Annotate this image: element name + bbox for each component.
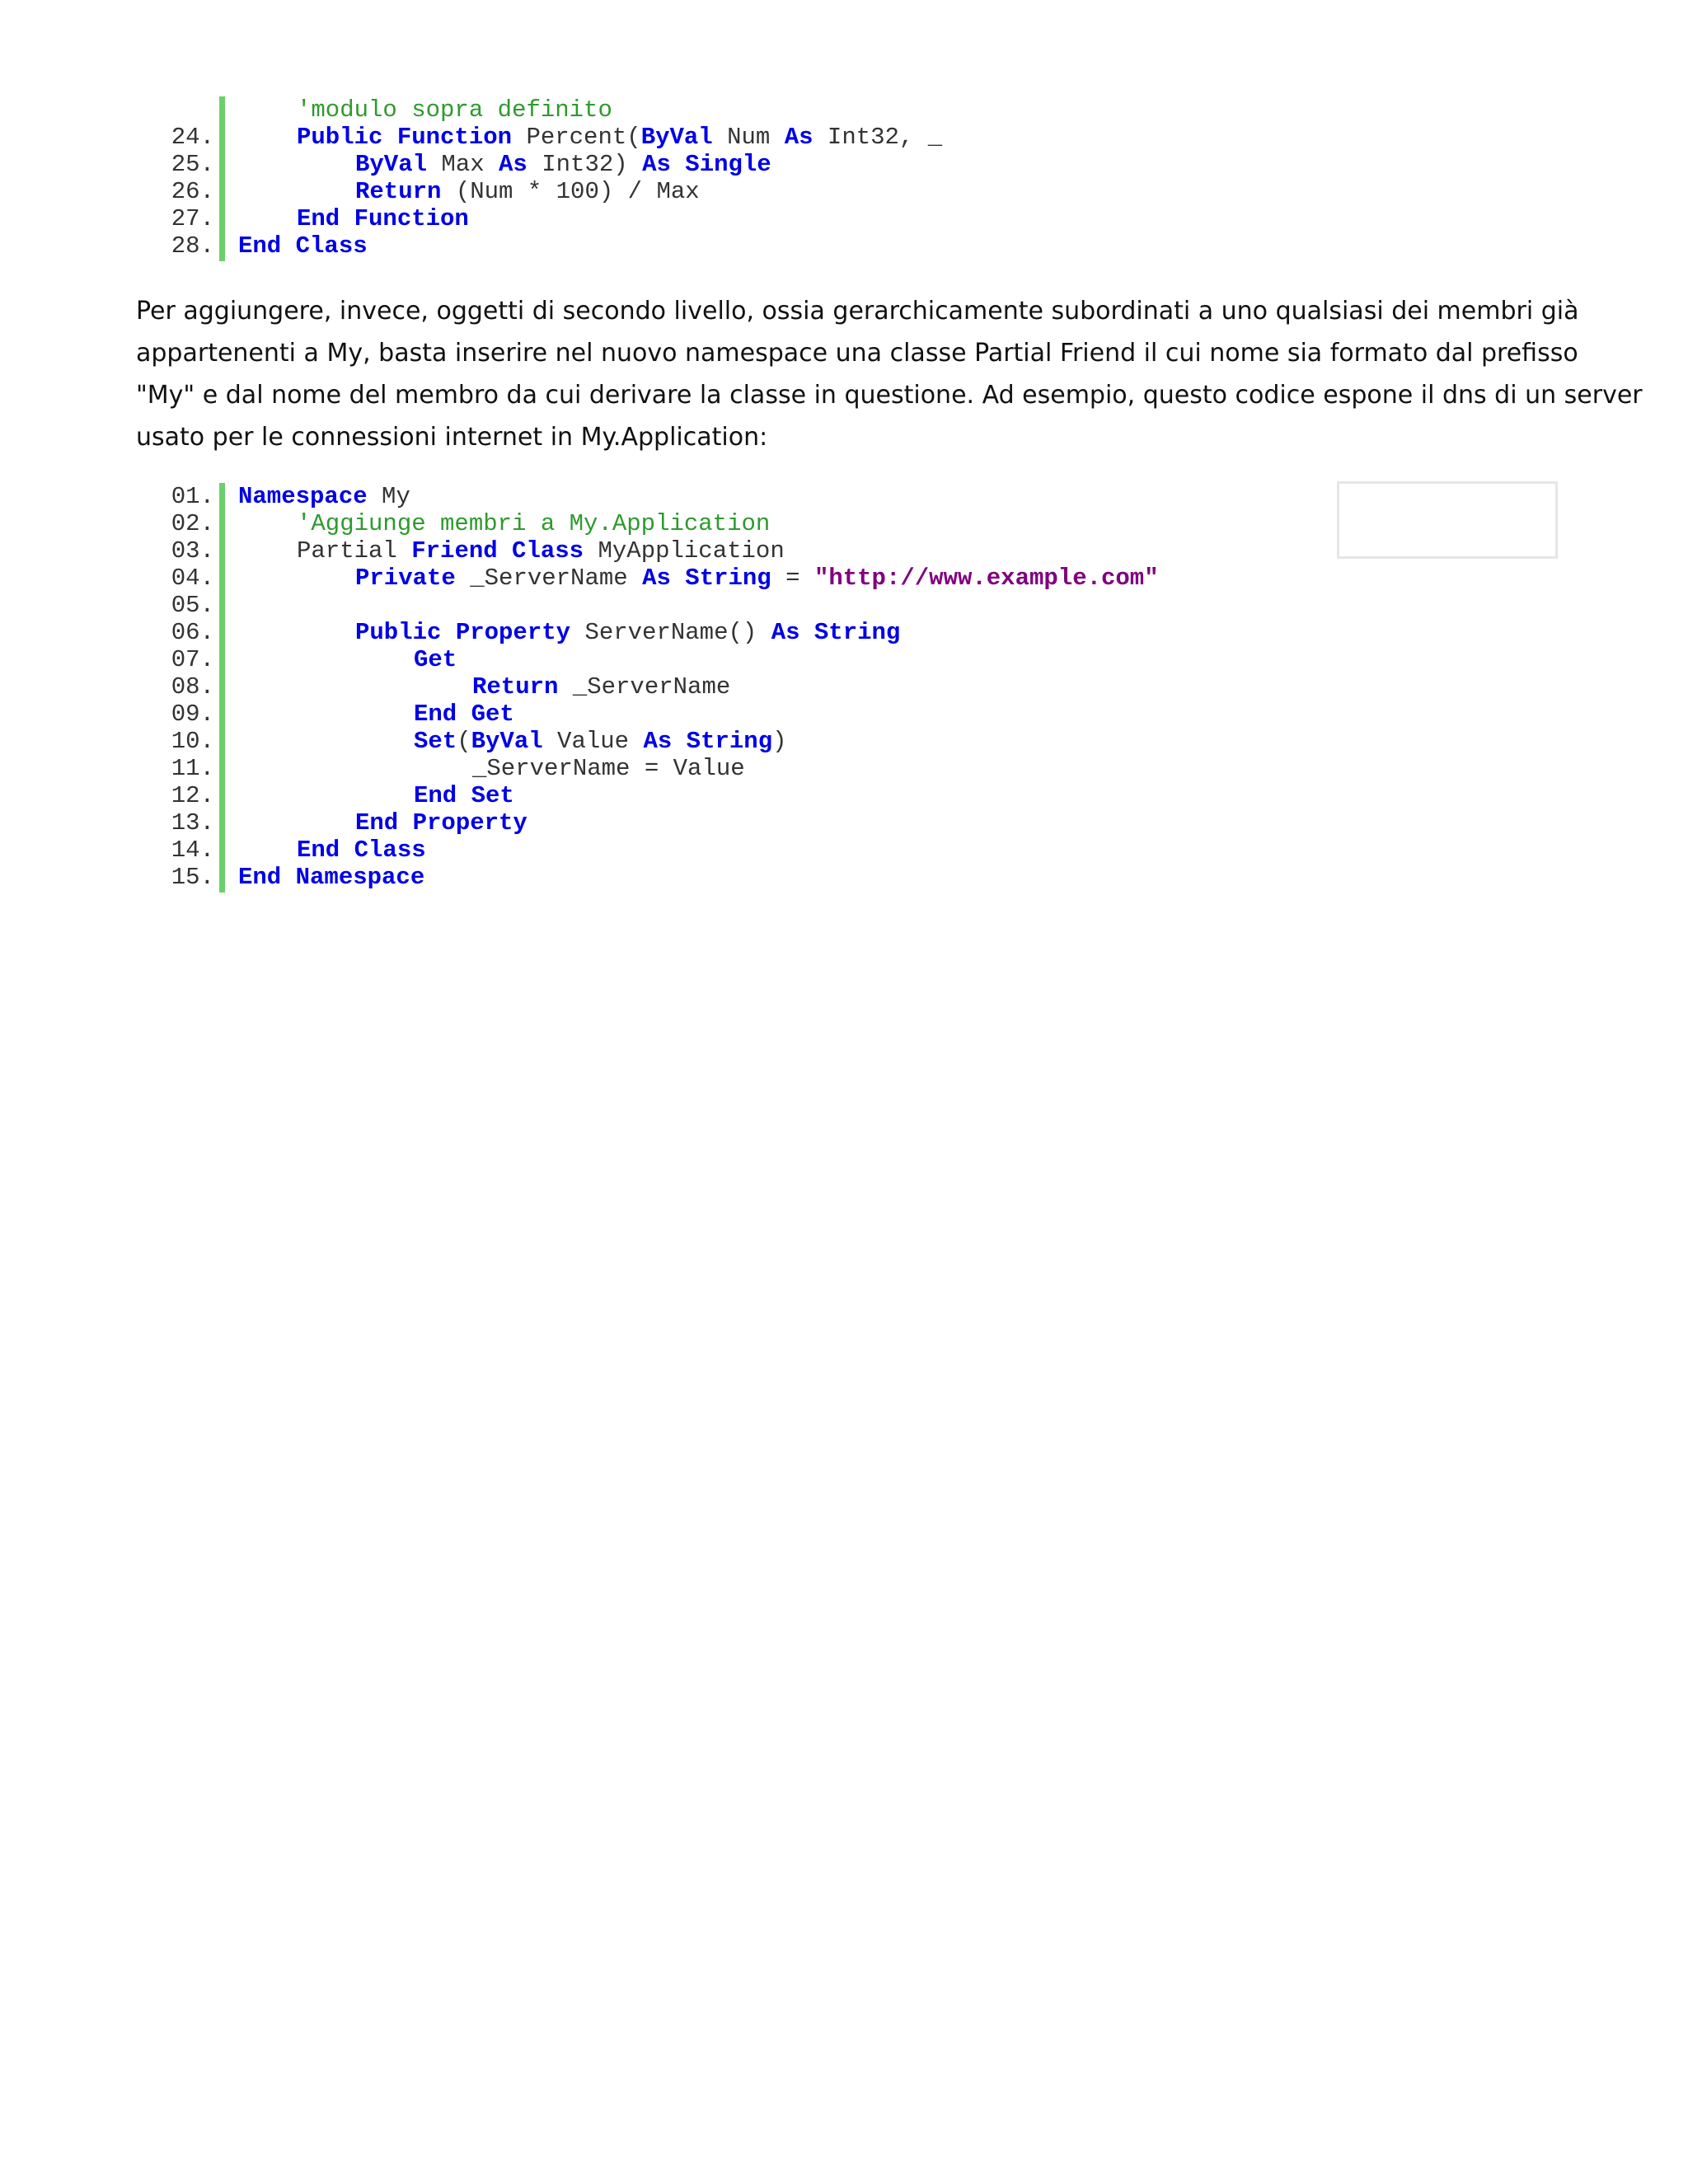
code-text bbox=[238, 864, 424, 891]
line-number: 15. bbox=[171, 864, 214, 891]
paragraph-line: usato per le connessioni internet in My.Application: bbox=[136, 423, 768, 452]
line-number: 05. bbox=[171, 592, 214, 619]
code-text bbox=[355, 565, 1159, 592]
code-line bbox=[0, 619, 1236, 646]
empty-frame bbox=[1337, 481, 1558, 559]
paragraph-line: appartenenti a My, basta inserire nel nuovo namespace una classe Partial Friend il cui nome sia formato dal prefisso bbox=[136, 339, 1578, 368]
code-line bbox=[0, 232, 1236, 260]
code-token: _ServerName = Value bbox=[472, 755, 745, 782]
code-keyword: Get bbox=[414, 646, 457, 673]
code-token: MyApplication bbox=[584, 537, 785, 565]
code-comment: 'modulo sopra definito bbox=[297, 96, 612, 124]
code-keyword: As String bbox=[642, 565, 771, 592]
code-line bbox=[0, 205, 1236, 232]
code-line bbox=[0, 701, 1236, 728]
code-keyword: Public Function bbox=[297, 124, 513, 151]
code-text bbox=[297, 537, 785, 565]
code-token: My bbox=[367, 483, 410, 510]
code-text bbox=[414, 646, 457, 673]
code-token: Percent( bbox=[512, 124, 641, 151]
code-token: Max bbox=[427, 151, 499, 178]
line-number: 11. bbox=[171, 755, 214, 782]
code-token: Int32, _ bbox=[813, 124, 943, 151]
line-number: 26. bbox=[171, 178, 214, 205]
code-token: (Num * 100) / Max bbox=[441, 178, 700, 205]
code-keyword: As bbox=[499, 151, 528, 178]
line-number: 08. bbox=[171, 673, 214, 701]
code-token: Value bbox=[542, 728, 644, 755]
line-number: 03. bbox=[171, 537, 214, 565]
code-keyword: Public Property bbox=[355, 619, 571, 646]
code-keyword: ByVal bbox=[471, 728, 543, 755]
line-number: 13. bbox=[171, 809, 214, 837]
code-line bbox=[0, 592, 1236, 619]
code-keyword: As bbox=[784, 124, 814, 151]
code-text bbox=[414, 782, 514, 809]
code-token: ServerName() bbox=[570, 619, 771, 646]
line-number: 07. bbox=[171, 646, 214, 673]
code-token: Int32) bbox=[527, 151, 643, 178]
line-number: 02. bbox=[171, 510, 214, 537]
code-comment: 'Aggiunge membri a My.Application bbox=[297, 510, 771, 537]
line-number: 10. bbox=[171, 728, 214, 755]
line-number: 04. bbox=[171, 565, 214, 592]
code-token: Partial bbox=[297, 537, 412, 565]
code-line bbox=[0, 755, 1236, 782]
body-paragraph bbox=[136, 290, 1643, 458]
paragraph-line: "My" e dal nome del membro da cui derivare la classe in questione. Ad esempio, questo codice espone il dns di un server bbox=[136, 381, 1643, 410]
code-keyword: Return bbox=[472, 673, 559, 701]
code-text bbox=[297, 96, 612, 124]
code-text bbox=[355, 151, 771, 178]
code-keyword: End Function bbox=[297, 205, 469, 232]
code-keyword: As Single bbox=[642, 151, 771, 178]
code-keyword: End Get bbox=[414, 701, 514, 728]
code-line bbox=[0, 864, 1236, 891]
code-keyword: End Class bbox=[238, 232, 368, 260]
line-number: 01. bbox=[171, 483, 214, 510]
code-line bbox=[0, 728, 1236, 755]
line-number: 24. bbox=[171, 124, 214, 151]
code-text bbox=[355, 619, 900, 646]
paragraph-line: Per aggiungere, invece, oggetti di secondo livello, ossia gerarchicamente subordinati a uno qualsiasi dei membri già bbox=[136, 297, 1579, 326]
code-text bbox=[414, 701, 514, 728]
code-keyword: As String bbox=[771, 619, 901, 646]
line-number: 25. bbox=[171, 151, 214, 178]
code-keyword: Namespace bbox=[238, 483, 368, 510]
code-line bbox=[0, 782, 1236, 809]
code-keyword: Private bbox=[355, 565, 456, 592]
code-token: Num bbox=[712, 124, 785, 151]
code-line bbox=[0, 646, 1236, 673]
code-line bbox=[0, 483, 1236, 510]
code-text bbox=[297, 205, 469, 232]
line-number: 27. bbox=[171, 205, 214, 232]
code-line bbox=[0, 178, 1236, 205]
code-text bbox=[472, 673, 730, 701]
code-text bbox=[238, 232, 368, 260]
code-line bbox=[0, 96, 1236, 124]
line-number: 06. bbox=[171, 619, 214, 646]
line-number: 28. bbox=[171, 232, 214, 260]
code-text bbox=[297, 837, 426, 864]
code-line bbox=[0, 809, 1236, 837]
line-number: 14. bbox=[171, 837, 214, 864]
code-token: _ServerName bbox=[455, 565, 643, 592]
code-line bbox=[0, 673, 1236, 701]
line-number: 09. bbox=[171, 701, 214, 728]
code-text bbox=[355, 809, 528, 837]
code-line bbox=[0, 510, 1236, 537]
code-keyword: End Set bbox=[414, 782, 514, 809]
code-keyword: ByVal bbox=[355, 151, 428, 178]
line-number: 12. bbox=[171, 782, 214, 809]
code-keyword: End Property bbox=[355, 809, 528, 837]
code-text bbox=[472, 755, 745, 782]
code-text bbox=[297, 124, 942, 151]
code-token: _ServerName bbox=[558, 673, 731, 701]
code-token: ( bbox=[457, 728, 471, 755]
code-text bbox=[238, 483, 410, 510]
code-keyword: Set bbox=[414, 728, 457, 755]
code-line bbox=[0, 837, 1236, 864]
code-keyword: Return bbox=[355, 178, 442, 205]
code-keyword: End Class bbox=[297, 837, 426, 864]
code-keyword: ByVal bbox=[640, 124, 713, 151]
code-text bbox=[297, 510, 770, 537]
code-text bbox=[355, 178, 700, 205]
code-line bbox=[0, 565, 1236, 592]
code-text bbox=[414, 728, 787, 755]
code-line bbox=[0, 124, 1236, 151]
code-token: = bbox=[771, 565, 814, 592]
code-line bbox=[0, 151, 1236, 178]
code-string: "http://www.example.com" bbox=[814, 565, 1159, 592]
code-keyword: As String bbox=[643, 728, 773, 755]
code-keyword: Friend Class bbox=[411, 537, 584, 565]
code-token: ) bbox=[772, 728, 787, 755]
code-keyword: End Namespace bbox=[238, 864, 425, 891]
code-line bbox=[0, 537, 1236, 565]
